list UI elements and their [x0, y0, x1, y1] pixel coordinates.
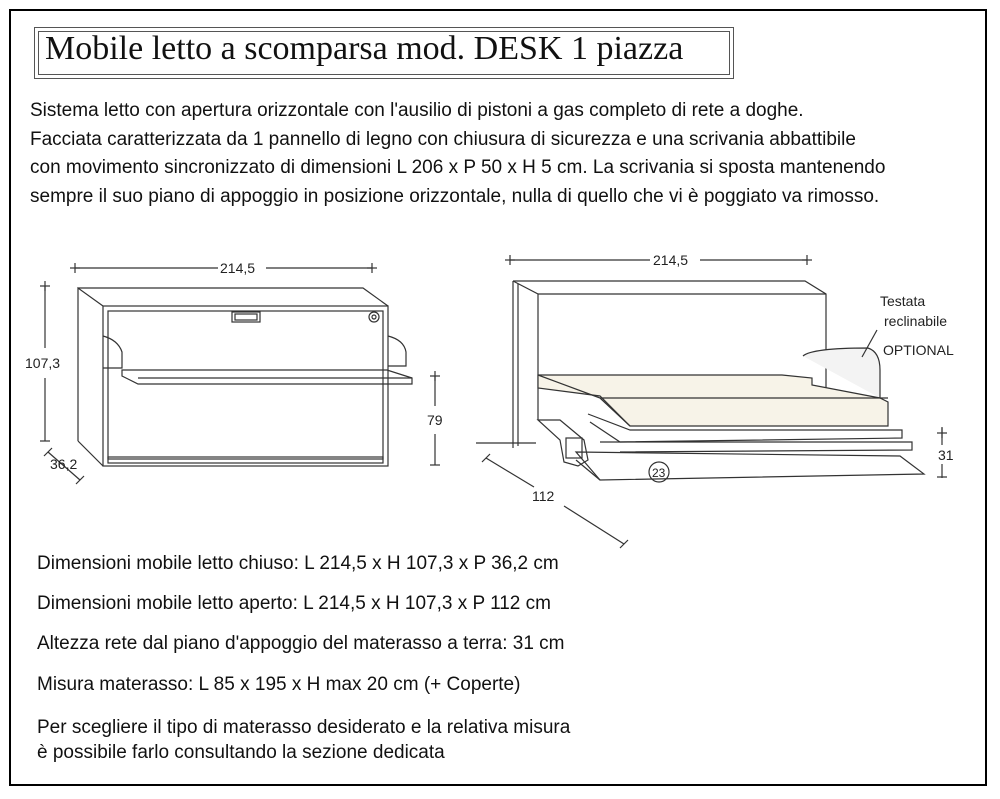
description-line: Sistema letto con apertura orizzontale con l'ausilio di pistoni a gas completo di rete a doghe. — [30, 100, 804, 121]
open-depth-label: 112 — [532, 488, 555, 504]
spec-line: Misura materasso: L 85 x 195 x H max 20 cm (+ Coperte) — [37, 674, 521, 695]
detail-marker-label: 23 — [652, 466, 666, 480]
spec-line: Dimensioni mobile letto chiuso: L 214,5 x H 107,3 x P 36,2 cm — [37, 553, 559, 574]
note-line: Per scegliere il tipo di materasso desiderato e la relativa misura — [37, 717, 571, 738]
open-width-label: 214,5 — [653, 252, 689, 268]
page-title: Mobile letto a scomparsa mod. DESK 1 piazza — [45, 30, 684, 67]
mattress-note — [37, 715, 570, 765]
description-line: sempre il suo piano di appoggio in posizione orizzontale, nulla di quello che vi è poggiato va rimosso. — [30, 185, 880, 207]
open-bed-drawing — [476, 255, 947, 548]
spec-line: Altezza rete dal piano d'appoggio del materasso a terra: 31 cm — [37, 633, 565, 654]
headboard-optional-label: OPTIONAL — [883, 342, 954, 358]
closed-height-label: 107,3 — [25, 355, 61, 371]
desk-height-label: 79 — [427, 412, 443, 428]
headboard-label: reclinabile — [884, 313, 948, 329]
description-line: Facciata caratterizzata da 1 pannello di legno con chiusura di sicurezza e una scrivania abbattibile — [30, 128, 856, 150]
spec-line: Dimensioni mobile letto aperto: L 214,5 x H 107,3 x P 112 cm — [37, 593, 551, 614]
closed-width-label: 214,5 — [220, 260, 256, 276]
net-height-label: 31 — [938, 447, 954, 463]
closed-bed-drawing — [40, 263, 440, 484]
description-line: con movimento sincronizzato di dimensioni L 206 x P 50 x H 5 cm. La scrivania si sposta mantenendo — [30, 157, 886, 178]
headboard-label: Testata — [880, 293, 926, 309]
closed-depth-label: 36,2 — [50, 456, 78, 472]
note-line: è possibile farlo consultando la sezione dedicata — [37, 742, 445, 763]
